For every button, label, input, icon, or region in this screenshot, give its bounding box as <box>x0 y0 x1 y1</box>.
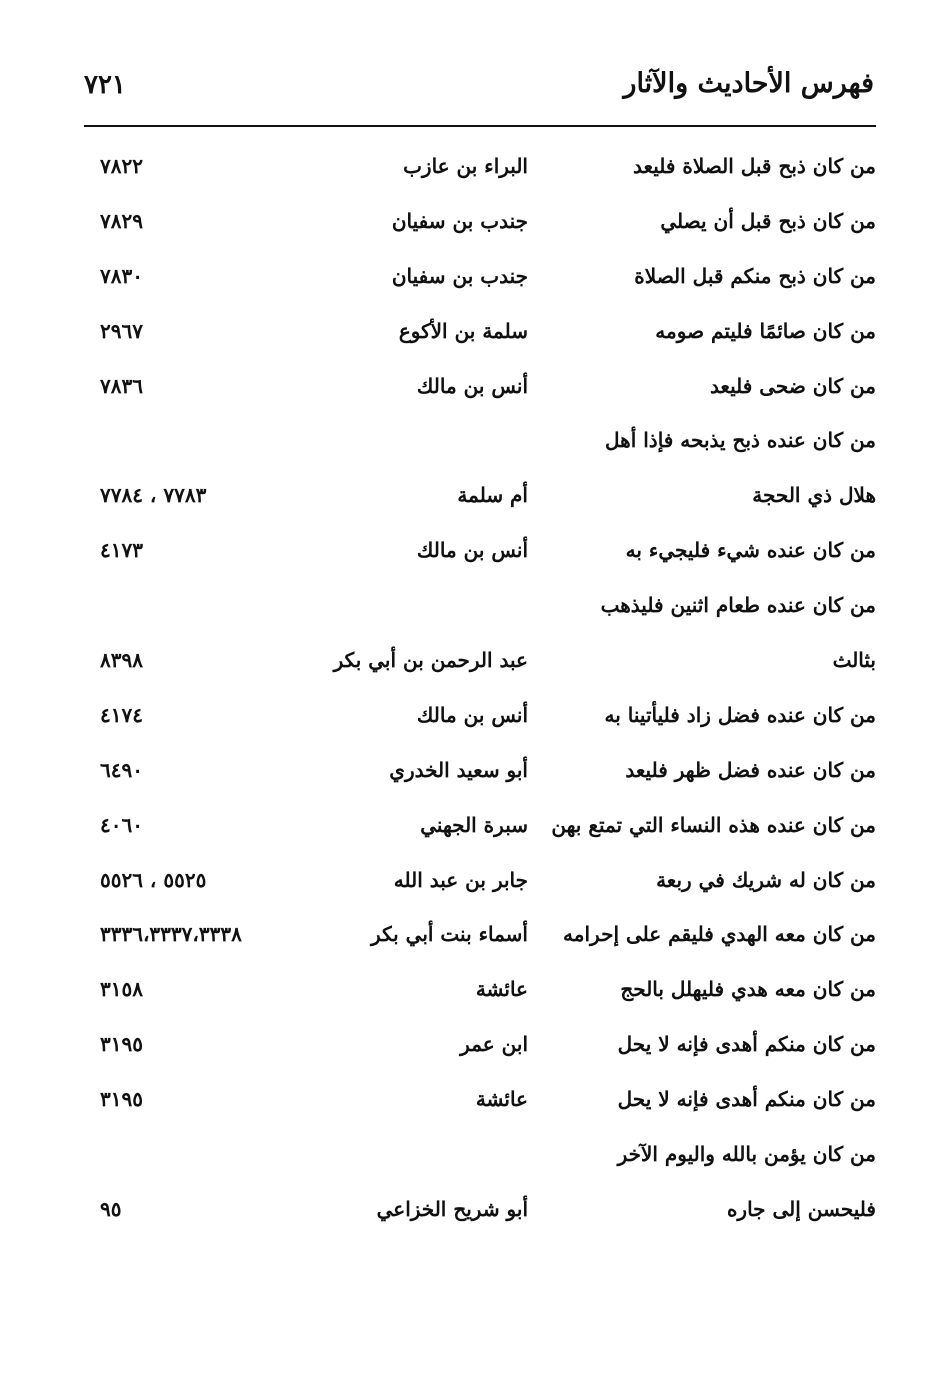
reference-number: ٤٠٦٠ <box>100 812 143 837</box>
index-row <box>0 362 932 417</box>
reference-number: ٩٥ <box>100 1196 122 1221</box>
page-number: ٧٢١ <box>84 70 126 100</box>
hadith-text: من كان ذبح منكم قبل الصلاة <box>634 263 876 288</box>
index-row <box>0 197 932 252</box>
hadith-index-list <box>0 142 932 1240</box>
narrator-name: أبو شريح الخزاعي <box>376 1196 528 1221</box>
index-row <box>0 910 932 965</box>
index-row <box>0 801 932 856</box>
header-divider <box>84 125 876 127</box>
index-row <box>0 1130 932 1185</box>
hadith-text: من كان منكم أهدى فإنه لا يحل <box>617 1032 876 1057</box>
hadith-text: من كان عنده فضل ظهر فليعد <box>625 757 876 782</box>
narrator-name: عائشة <box>475 977 528 1002</box>
narrator-name: أم سلمة <box>457 483 528 508</box>
hadith-text: من كان صائمًا فليتم صومه <box>655 318 876 343</box>
narrator-name: أنس بن مالك <box>416 373 528 398</box>
reference-number: ٥٥٢٥ ، ٥٥٢٦ <box>100 867 207 892</box>
hadith-text: من كان معه هدي فليهلل بالحج <box>620 977 876 1002</box>
narrator-name: أنس بن مالك <box>416 538 528 563</box>
index-row <box>0 307 932 362</box>
reference-number: ٣١٩٥ <box>100 1087 143 1112</box>
narrator-name: البراء بن عازب <box>403 154 528 178</box>
reference-number: ٧٨٢٢ <box>100 154 143 178</box>
index-row <box>0 142 932 197</box>
index-row <box>0 636 932 691</box>
narrator-name: سبرة الجهني <box>420 812 528 837</box>
hadith-text: من كان ذبح قبل أن يصلي <box>660 208 876 233</box>
narrator-name: أنس بن مالك <box>416 702 528 727</box>
hadith-text: من كان عنده شيء فليجيء به <box>625 538 876 563</box>
hadith-text: فليحسن إلى جاره <box>726 1196 876 1221</box>
hadith-text: من كان له شريك في ربعة <box>656 867 876 892</box>
hadith-text: هلال ذي الحجة <box>752 483 876 508</box>
narrator-name: جندب بن سفيان <box>391 263 528 288</box>
reference-number: ٧٨٢٩ <box>100 208 143 233</box>
index-row <box>0 252 932 307</box>
index-row <box>0 856 932 911</box>
hadith-text: من كان عنده طعام اثنين فليذهب <box>600 593 876 618</box>
narrator-name: أبو سعيد الخدري <box>389 757 528 782</box>
hadith-text: من كان ضحى فليعد <box>709 373 876 398</box>
narrator-name: سلمة بن الأكوع <box>398 318 528 343</box>
index-row <box>0 1075 932 1130</box>
narrator-name: عائشة <box>475 1087 528 1112</box>
reference-number: ٤١٧٣ <box>100 538 143 563</box>
index-row <box>0 416 932 471</box>
index-row <box>0 691 932 746</box>
narrator-name: جابر بن عبد الله <box>393 867 528 892</box>
reference-number: ٧٨٣٦ <box>100 373 143 398</box>
hadith-text: بثالث <box>832 648 876 673</box>
index-row <box>0 1020 932 1075</box>
hadith-text: من كان عنده فضل زاد فليأتينا به <box>604 702 876 727</box>
narrator-name: عبد الرحمن بن أبي بكر <box>333 648 528 673</box>
hadith-text: من كان ذبح قبل الصلاة فليعد <box>633 154 876 178</box>
reference-number: ٧٧٨٣ ، ٧٧٨٤ <box>100 483 207 508</box>
reference-number: ٣١٩٥ <box>100 1032 143 1057</box>
narrator-name: ابن عمر <box>460 1032 528 1057</box>
reference-number: ٦٤٩٠ <box>100 757 143 782</box>
narrator-name: أسماء بنت أبي بكر <box>371 922 528 947</box>
page-title: فهرس الأحاديث والآثار <box>623 68 874 99</box>
hadith-text: من كان عنده ذبح يذبحه فإذا أهل <box>605 428 876 453</box>
reference-number: ٨٣٩٨ <box>100 648 143 673</box>
narrator-name: جندب بن سفيان <box>391 208 528 233</box>
reference-number: ٤١٧٤ <box>100 702 143 727</box>
index-row <box>0 581 932 636</box>
reference-number: ٣٣٣٦،٣٣٣٧،٣٣٣٨ <box>100 922 242 947</box>
hadith-text: من كان معه الهدي فليقم على إحرامه <box>563 922 876 947</box>
reference-number: ٣١٥٨ <box>100 977 143 1002</box>
index-row <box>0 965 932 1020</box>
hadith-text: من كان منكم أهدى فإنه لا يحل <box>617 1087 876 1112</box>
index-row <box>0 471 932 526</box>
index-row <box>0 1185 932 1240</box>
index-row <box>0 526 932 581</box>
hadith-text: من كان يؤمن بالله واليوم الآخر <box>617 1142 876 1167</box>
page-header <box>84 68 874 112</box>
index-row <box>0 746 932 801</box>
reference-number: ٢٩٦٧ <box>100 318 143 343</box>
hadith-text: من كان عنده هذه النساء التي تمتع بهن <box>551 812 876 837</box>
reference-number: ٧٨٣٠ <box>100 263 143 288</box>
